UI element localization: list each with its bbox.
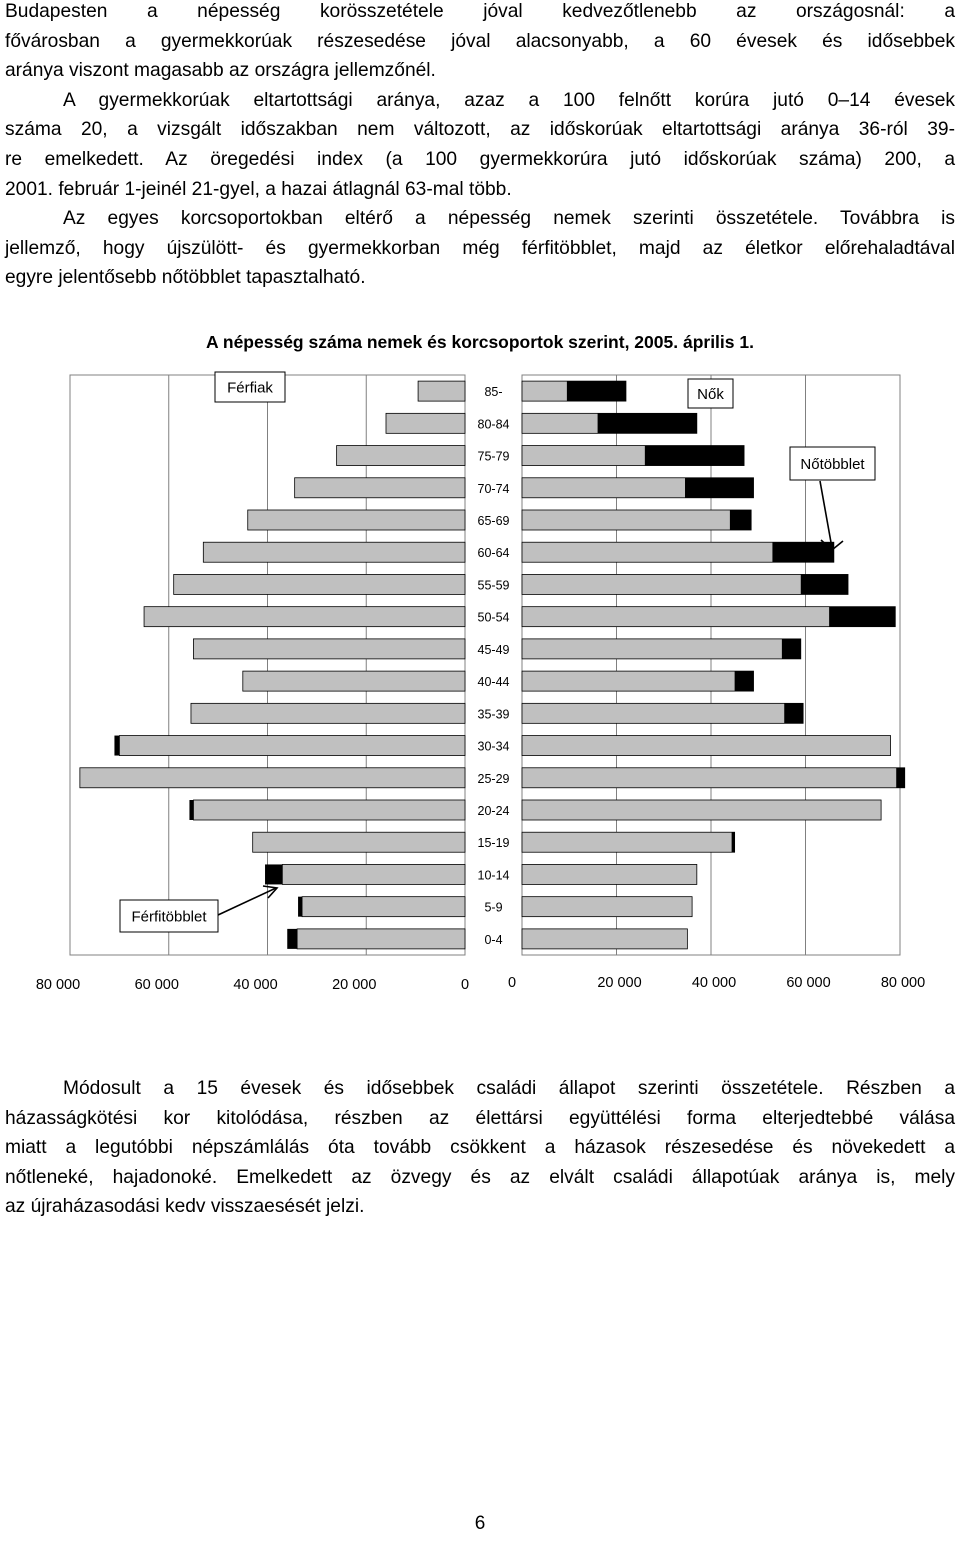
- page-number: 6: [474, 1513, 486, 1534]
- chart-title: A népesség száma nemek és korcsoportok szerint, 2005. április 1.: [206, 332, 754, 352]
- female-surplus-bar: [732, 832, 735, 852]
- right-axis-tick-label: 40 000: [691, 975, 737, 991]
- men-bar: [248, 510, 465, 530]
- age-group-label: 0-4: [484, 932, 503, 947]
- female-surplus-bar: [896, 768, 905, 788]
- text-line: nőtleneké, hajadonoké. Emelkedett az özvegy és az elvált családi állapotúak aránya is, mely: [5, 1166, 955, 1188]
- female-surplus-bar: [784, 703, 803, 723]
- closing-paragraph: [5, 1074, 955, 1222]
- men-bar: [253, 832, 465, 852]
- male-surplus-bar: [265, 864, 282, 884]
- women-bar: [522, 736, 891, 756]
- text-line: jellemző, hogy újszülött- és gyermekkorban még férfitöbblet, majd az életkor előrehaladtával: [5, 237, 955, 259]
- left-axis-tick-label: 40 000: [233, 977, 278, 993]
- left-axis-tick-label: 80 000: [35, 977, 81, 993]
- age-group-label: 55-59: [477, 578, 510, 593]
- text-line: az újraházasodási kedv visszaesését jelzi.: [5, 1196, 365, 1218]
- female-surplus-bar: [567, 381, 626, 401]
- women-bar: [522, 639, 801, 659]
- men-bar: [243, 671, 465, 691]
- age-group-label: 10-14: [477, 868, 510, 883]
- men-bar: [193, 639, 465, 659]
- female-surplus-bar: [801, 574, 848, 594]
- age-group-label: 50-54: [477, 610, 510, 625]
- male-surplus-arrow-head: [263, 886, 277, 898]
- women-bar: [522, 574, 848, 594]
- age-group-label: 45-49: [477, 642, 510, 657]
- age-group-label: 15-19: [477, 836, 510, 851]
- male-surplus-legend-label: Férfitöbblet: [131, 908, 207, 926]
- right-axis-tick-label: 0: [507, 975, 517, 991]
- men-bar: [144, 607, 465, 627]
- right-axis-tick-label: 20 000: [597, 975, 642, 991]
- left-axis-tick-label: 60 000: [134, 977, 179, 993]
- women-bar: [522, 510, 751, 530]
- text-line: re emelkedett. Az öregedési index (a 100 gyermekkorúra jutó időskorúak száma) 200, a: [5, 148, 955, 170]
- women-bar: [522, 800, 881, 820]
- text-line: fővárosban a gyermekkorúak részesedése jóval alacsonyabb, a 60 évesek és idősebbek: [5, 30, 955, 52]
- men-bar: [297, 929, 465, 949]
- female-surplus-bar: [782, 639, 801, 659]
- women-bar: [522, 768, 905, 788]
- women-bar: [522, 832, 735, 852]
- age-group-label: 40-44: [477, 675, 510, 690]
- female-surplus-legend-label: Nőtöbblet: [800, 456, 865, 473]
- left-axis-tick-label: 20 000: [332, 977, 377, 993]
- age-group-label: 5-9: [484, 900, 503, 915]
- men-bar: [337, 446, 465, 466]
- age-group-label: 65-69: [477, 514, 510, 528]
- age-group-label: 20-24: [477, 804, 510, 818]
- age-group-label: 80-84: [477, 417, 510, 432]
- men-bar: [203, 542, 465, 562]
- text-line: aránya viszont magasabb az országra jellemzőnél.: [5, 60, 436, 82]
- men-bar: [295, 478, 465, 498]
- text-line: 2001. február 1-jeinél 21-gyel, a hazai átlagnál 63-mal több.: [5, 178, 512, 200]
- text-line: Budapesten a népesség korösszetétele jóval kedvezőtlenebb az országosnál: a: [5, 1, 955, 22]
- men-bar: [193, 800, 465, 820]
- male-surplus-bar: [298, 897, 302, 917]
- women-bar: [522, 897, 692, 917]
- age-group-label: 75-79: [477, 449, 510, 464]
- female-surplus-bar: [735, 671, 754, 691]
- women-bar: [522, 671, 754, 691]
- right-axis-tick-label: 80 000: [880, 975, 926, 991]
- men-bar: [119, 736, 465, 756]
- men-bar: [418, 381, 465, 401]
- men-legend-label: Férfiak: [227, 379, 273, 397]
- text-line: Módosult a 15 évesek és idősebbek családi állapot szerinti összetétele. Részben a: [63, 1078, 955, 1099]
- women-bar: [522, 703, 803, 723]
- male-surplus-bar: [114, 736, 119, 756]
- male-surplus-bar: [189, 800, 193, 820]
- right-axis-tick-label: 60 000: [786, 975, 831, 991]
- female-surplus-arrow: [820, 481, 832, 548]
- text-line: Az egyes korcsoportokban eltérő a népesség nemek szerinti összetétele. Továbbra is: [63, 208, 955, 230]
- men-bar: [174, 574, 465, 594]
- age-group-label: 60-64: [477, 546, 510, 561]
- age-group-label: 35-39: [477, 707, 510, 722]
- female-surplus-bar: [685, 478, 754, 498]
- age-group-label: 25-29: [477, 771, 510, 786]
- age-group-label: 70-74: [477, 481, 510, 496]
- text-line: házasságkötési kor kitolódása, részben az élettársi együttélési forma elterjedtebbé válása: [5, 1107, 955, 1129]
- women-bar: [522, 864, 697, 884]
- female-surplus-bar: [645, 446, 744, 466]
- men-bar: [386, 413, 465, 433]
- text-line: miatt a legutóbbi népszámlálás óta tovább csökkent a házasok részesedése és növekedett a: [5, 1137, 955, 1159]
- age-group-label: 85-: [484, 385, 503, 400]
- female-surplus-bar: [730, 510, 751, 530]
- men-bar: [302, 897, 465, 917]
- text-line: egyre jelentősebb nőtöbblet tapasztalható.: [5, 267, 366, 289]
- text-line: A gyermekkorúak eltartottsági aránya, azaz a 100 felnőtt korúra jutó 0–14 évesek: [63, 89, 955, 111]
- men-bar: [282, 864, 465, 884]
- women-legend-label: Nők: [697, 386, 724, 403]
- men-bar: [191, 703, 465, 723]
- female-surplus-bar: [598, 413, 697, 433]
- age-group-label: 30-34: [477, 739, 510, 754]
- men-bar: [80, 768, 465, 788]
- text-line: száma 20, a vizsgált időszakban nem változott, az időskorúak eltartottsági aránya 36-ról 39-: [5, 119, 955, 141]
- male-surplus-bar: [287, 929, 297, 949]
- female-surplus-bar: [829, 607, 895, 627]
- female-surplus-bar: [772, 542, 833, 562]
- women-bar: [522, 929, 687, 949]
- left-axis-tick-label: 0: [460, 977, 470, 993]
